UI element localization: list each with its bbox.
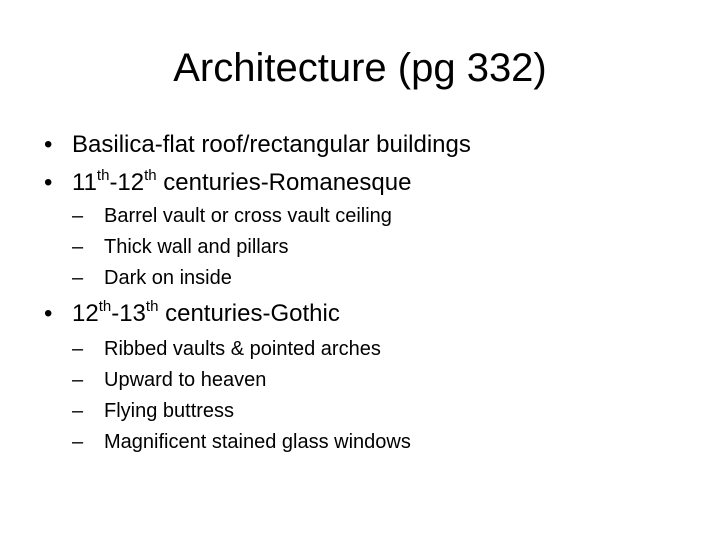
- sub-item-text: Ribbed vaults & pointed arches: [104, 338, 381, 360]
- dash-marker: –: [72, 205, 84, 227]
- style-name: centuries-Romanesque: [156, 169, 412, 196]
- century-start: 12: [72, 300, 99, 327]
- ordinal-suffix: th: [98, 298, 112, 315]
- bullet-marker: •: [44, 300, 53, 327]
- style-name: centuries-Gothic: [158, 300, 340, 327]
- bullet-marker: •: [44, 169, 53, 196]
- sub-item-text: Upward to heaven: [104, 369, 267, 391]
- dash-marker: –: [72, 338, 84, 360]
- dash-marker: –: [72, 431, 84, 453]
- dash-marker: –: [72, 369, 84, 391]
- ordinal-suffix: th: [96, 167, 110, 184]
- dash-marker: –: [72, 400, 84, 422]
- bullet-text: Basilica-flat roof/rectangular buildings: [72, 131, 471, 158]
- bullet-text: [72, 300, 340, 328]
- slide-title: Architecture (pg 332): [173, 46, 547, 90]
- sub-item-text: Thick wall and pillars: [104, 236, 289, 258]
- ordinal-suffix: th: [144, 167, 157, 184]
- bullet-marker: •: [44, 131, 53, 158]
- dash-marker: –: [72, 267, 84, 289]
- sub-item-text: Barrel vault or cross vault ceiling: [104, 205, 392, 227]
- century-start: 11: [72, 169, 97, 196]
- century-end: -13: [111, 300, 146, 327]
- dash-marker: –: [72, 236, 84, 258]
- bullet-text: [72, 169, 411, 197]
- sub-item-text: Dark on inside: [104, 267, 232, 289]
- sub-item-text: Magnificent stained glass windows: [104, 431, 411, 453]
- sub-item-text: Flying buttress: [104, 400, 235, 422]
- ordinal-suffix: th: [145, 298, 159, 315]
- century-end: -12: [109, 169, 145, 196]
